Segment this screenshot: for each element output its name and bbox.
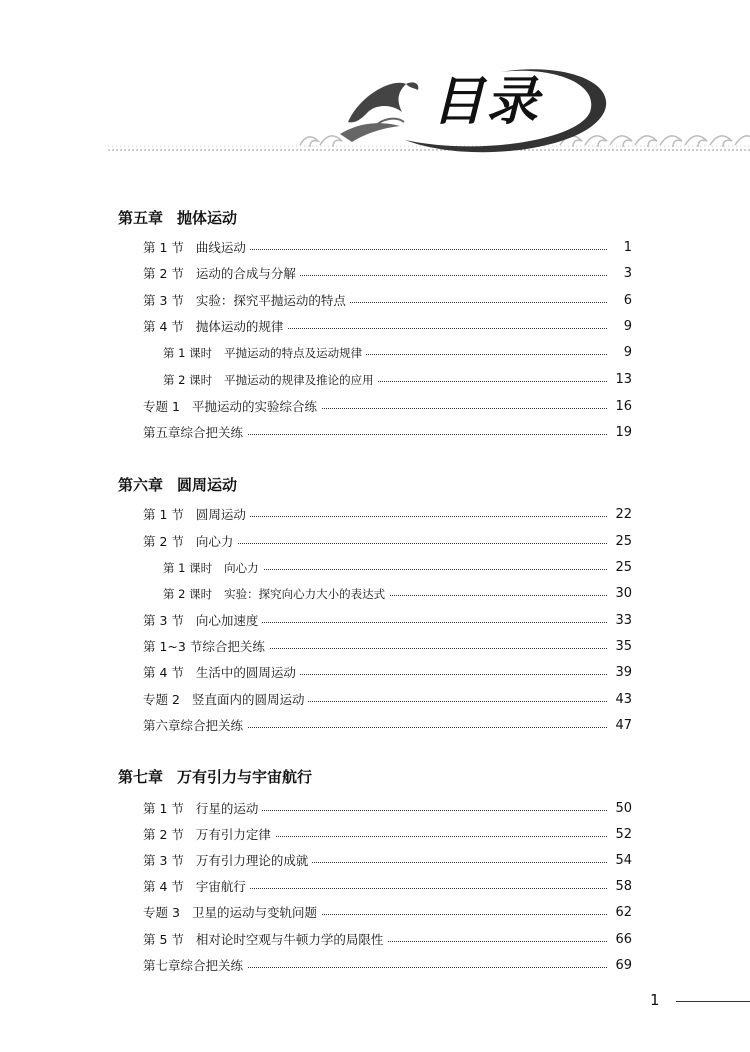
- header-decoration: [0, 0, 750, 170]
- toc-entry[interactable]: [0, 825, 750, 845]
- toc-entry-number: 专题 2: [143, 692, 180, 707]
- toc-entry-label: [143, 291, 350, 311]
- toc-entry-page: 50: [615, 801, 632, 816]
- toc-entry-page: 30: [615, 586, 632, 601]
- toc-entry[interactable]: [0, 930, 750, 950]
- toc-entry-number: 第 2 节: [143, 266, 184, 281]
- toc-entry-page: 52: [615, 827, 632, 842]
- toc-entry-title: 向心力: [195, 534, 234, 549]
- toc-entry-label: [143, 851, 312, 871]
- toc-entry-label: [143, 877, 250, 897]
- toc-entry[interactable]: [0, 532, 750, 552]
- toc-entry[interactable]: [0, 903, 750, 923]
- toc-entry-page: 19: [615, 425, 632, 440]
- toc-entry-number: 第 3 节: [143, 853, 184, 868]
- toc-entry-page: 22: [615, 507, 632, 522]
- toc-entry-title: 第六章综合把关练: [143, 718, 244, 733]
- toc-entry[interactable]: [0, 584, 750, 604]
- toc-entry-label: [163, 370, 378, 390]
- toc-entry-page: 43: [615, 692, 632, 707]
- toc-entry-number: 第 2 节: [143, 827, 184, 842]
- toc-entry[interactable]: [0, 611, 750, 631]
- toc-entry-title: 曲线运动: [195, 240, 246, 255]
- toc-entry-title: 行星的运动: [195, 801, 259, 816]
- toc-entry-number: 专题 3: [143, 905, 180, 920]
- toc-entry[interactable]: [0, 370, 750, 390]
- toc-entry-label: [143, 238, 250, 258]
- toc-entry-label: [143, 956, 247, 976]
- toc-entry-title: 抛体运动的规律: [195, 319, 284, 334]
- page-number: 1: [650, 991, 660, 1009]
- toc-entry-page: 54: [615, 853, 632, 868]
- toc-entry-label: [143, 264, 300, 284]
- toc-entry-number: 第 2 课时: [163, 587, 213, 601]
- toc-entry-page: 62: [615, 905, 632, 920]
- chapter-heading: [118, 207, 237, 228]
- toc-entry-label: [163, 558, 263, 578]
- toc-entry-page: 58: [615, 879, 632, 894]
- toc-entry[interactable]: [0, 505, 750, 525]
- toc-entry-number: 第 4 节: [143, 665, 184, 680]
- chapter-heading: [118, 766, 312, 787]
- toc-entry-page: 25: [615, 560, 632, 575]
- toc-entry-page: 47: [615, 718, 632, 733]
- toc-entry-page: 1: [623, 240, 632, 255]
- toc-entry-number: 第 2 课时: [163, 373, 213, 387]
- toc-entry-title: 万有引力定律: [195, 827, 271, 842]
- toc-entry-label: [143, 637, 269, 657]
- toc-entry-page: 25: [615, 534, 632, 549]
- toc-entry[interactable]: [0, 956, 750, 976]
- toc-entry-page: 35: [615, 639, 632, 654]
- toc-entry-page: 66: [615, 932, 632, 947]
- toc-entry-number: 第 2 节: [143, 534, 184, 549]
- toc-entry[interactable]: [0, 851, 750, 871]
- chapter-number: 第七章: [118, 768, 164, 786]
- toc-entry-title: 向心加速度: [195, 613, 259, 628]
- toc-entry-title: 相对论时空观与牛顿力学的局限性: [195, 932, 384, 947]
- wave-pattern-left: [300, 136, 342, 147]
- chapter-number: 第六章: [118, 476, 164, 494]
- toc-entry-number: 第 4 节: [143, 319, 184, 334]
- toc-entry[interactable]: [0, 799, 750, 819]
- toc-entry-label: [143, 317, 287, 337]
- header-banner: [0, 0, 750, 170]
- toc-entry[interactable]: [0, 317, 750, 337]
- toc-entry-page: 16: [615, 399, 632, 414]
- toc-entry-number: 第 3 节: [143, 293, 184, 308]
- toc-entry-title: 竖直面内的圆周运动: [191, 692, 305, 707]
- chapter-title: 抛体运动: [177, 209, 238, 227]
- toc-entry-title: 生活中的圆周运动: [195, 665, 296, 680]
- toc-entry-label: [143, 716, 247, 736]
- toc-entry[interactable]: [0, 716, 750, 736]
- toc-entry[interactable]: [0, 423, 750, 443]
- toc-entry-title: 卫星的运动与变轨问题: [191, 905, 317, 920]
- toc-entry-page: 3: [623, 266, 632, 281]
- toc-entry[interactable]: [0, 877, 750, 897]
- toc-entry-number: 第 1 课时: [163, 561, 213, 575]
- wave-pattern-right: [560, 136, 750, 147]
- toc-entry[interactable]: [0, 238, 750, 258]
- toc-entry-title: 万有引力理论的成就: [195, 853, 309, 868]
- toc-entry-page: 9: [623, 319, 632, 334]
- chapter-number: 第五章: [118, 209, 164, 227]
- toc-entry-title: 第 1~3 节综合把关练: [143, 639, 265, 654]
- toc-entry-title: 实验：探究向心力大小的表达式: [224, 587, 386, 601]
- chapter-title: 圆周运动: [177, 476, 238, 494]
- toc-entry-page: 9: [623, 345, 632, 360]
- toc-entry-label: [163, 343, 366, 363]
- toc-entry-label: [143, 799, 262, 819]
- toc-entry-title: 宇宙航行: [195, 879, 246, 894]
- toc-entry-page: 13: [615, 372, 632, 387]
- chapter-title: 万有引力与宇宙航行: [177, 768, 313, 786]
- toc-entry-title: 向心力: [224, 561, 259, 575]
- toc-entry-number: 第 3 节: [143, 613, 184, 628]
- toc-entry[interactable]: [0, 637, 750, 657]
- toc-entry-label: [143, 397, 321, 417]
- toc-entry-number: 第 4 节: [143, 879, 184, 894]
- toc-entry-number: 第 1 节: [143, 240, 184, 255]
- toc-entry-page: 6: [623, 293, 632, 308]
- toc-entry[interactable]: [0, 291, 750, 311]
- toc-entry-title: 圆周运动: [195, 507, 246, 522]
- toc-entry-page: 33: [615, 613, 632, 628]
- toc-entry-number: 第 1 节: [143, 507, 184, 522]
- toc-entry-title: 平抛运动的规律及推论的应用: [224, 373, 374, 387]
- footer-rule: [676, 1001, 750, 1002]
- toc-entry-label: [143, 690, 308, 710]
- toc-entry-title: 实验：探究平抛运动的特点: [195, 293, 346, 308]
- toc-entry-label: [143, 505, 250, 525]
- toc-entry[interactable]: [0, 343, 750, 363]
- toc-entry-title: 运动的合成与分解: [195, 266, 296, 281]
- toc-entry[interactable]: [0, 558, 750, 578]
- toc-entry-title: 平抛运动的实验综合练: [191, 399, 317, 414]
- toc-entry[interactable]: [0, 663, 750, 683]
- toc-entry-number: 第 1 课时: [163, 346, 213, 360]
- fish-emblem-icon: [340, 82, 418, 142]
- toc-entry[interactable]: [0, 397, 750, 417]
- toc-entry[interactable]: [0, 690, 750, 710]
- toc-entry-label: [143, 930, 387, 950]
- chapter-heading: [118, 474, 237, 495]
- toc-entry-number: 专题 1: [143, 399, 180, 414]
- toc-entry-title: 平抛运动的特点及运动规律: [224, 346, 363, 360]
- toc-entry-title: 第五章综合把关练: [143, 425, 244, 440]
- page-title: 目录: [432, 72, 541, 132]
- toc-entry-page: 39: [615, 665, 632, 680]
- toc-entry-label: [143, 663, 300, 683]
- toc-entry-number: 第 5 节: [143, 932, 184, 947]
- toc-entry-label: [143, 532, 237, 552]
- toc-entry-label: [143, 825, 275, 845]
- toc-entry-label: [143, 903, 321, 923]
- toc-entry-title: 第七章综合把关练: [143, 958, 244, 973]
- toc-entry[interactable]: [0, 264, 750, 284]
- toc-entry-page: 69: [615, 958, 632, 973]
- toc-entry-label: [143, 611, 262, 631]
- toc-entry-number: 第 1 节: [143, 801, 184, 816]
- toc-entry-label: [143, 423, 247, 443]
- toc-entry-label: [163, 584, 389, 604]
